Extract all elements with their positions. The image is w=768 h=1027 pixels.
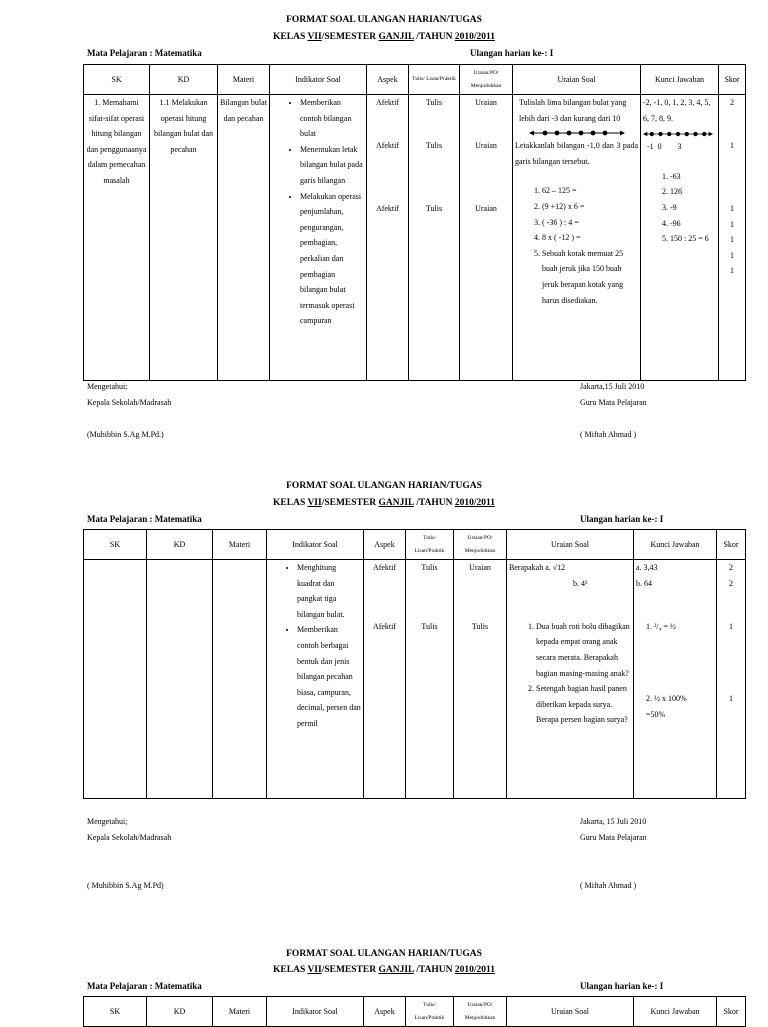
skor-value: 1	[730, 141, 734, 151]
skor-value: 1	[730, 203, 734, 213]
col-uraian-type: Uraian/PO/ Menjodohkan	[454, 530, 507, 560]
kunci-item: 1. -63	[670, 169, 716, 185]
cell-kd: 1.1 Melakukan operasi hitung bilangan bulat dan pecahan	[150, 95, 218, 381]
col-indikator: Indikator Soal	[270, 65, 367, 95]
aspek-value: Afektif	[372, 621, 397, 631]
skor-value: 1	[730, 235, 734, 245]
indikator-item: • Memberikan contoh berbagai bentuk dan jenis bilangan pecahan biasa, campuran, decimal, persen dan permil	[297, 622, 361, 731]
soal-item: 4. 8 x ( -12 ) =	[542, 230, 638, 246]
col-kunci: Kunci Jawaban	[634, 997, 717, 1027]
subtitle-kelas: VII	[307, 32, 322, 42]
soal-text: Tulislah lima bilangan bulat yang lebih dari -3 dan kurang dari 10	[519, 98, 627, 123]
ulangan-label: Ulangan harian ke-: I	[580, 981, 664, 991]
kunci-item: 2. 126	[670, 184, 716, 200]
footer-guru-name: ( Miftah Ahmad )	[580, 881, 637, 890]
cell-sk: 1. Memahami sifat-sifat operasi hitung bilangan dan penggunaanya dalam pemecahan masalah	[84, 95, 150, 381]
cell-uraian-soal	[507, 560, 634, 799]
cell-materi	[213, 560, 267, 799]
cell-uraian-type	[460, 95, 513, 381]
footer-guru-name: ( Miftah Ahmad )	[580, 430, 637, 439]
col-kd: KD	[147, 997, 213, 1027]
col-indikator: Indikator Soal	[267, 997, 364, 1027]
soal-text: Letakkanlah bilangan -1,0 dan 3 pada garis bilangan tersebut.	[515, 141, 638, 166]
col-kunci: Kunci Jawaban	[641, 65, 719, 95]
indikator-item: • Menentukan letak bilangan bulat pada garis bilangan	[300, 142, 364, 189]
soal-list	[515, 183, 638, 308]
col-materi: Materi	[213, 530, 267, 560]
kunci-text: b. 64	[636, 578, 652, 588]
ulangan-label: Ulangan harian ke-: I	[580, 514, 664, 524]
soal-item: 1. 62 – 125 =	[542, 183, 638, 199]
form-subtitle	[0, 497, 768, 509]
form-subtitle	[0, 964, 768, 976]
subtitle-semester: GANJIL	[378, 498, 414, 508]
col-skor: Skor	[717, 997, 746, 1027]
col-uraian-type: Uraian/PO/ Menjodohkan	[454, 997, 507, 1027]
col-uraian-soal: Uraian Soal	[513, 65, 641, 95]
skor-value: 2	[730, 98, 734, 107]
col-materi: Materi	[213, 997, 267, 1027]
subtitle-mid2: /TAHUN	[413, 498, 455, 508]
col-tulis: Tulis/ Lisan/Praktik	[406, 997, 454, 1027]
uraian-type-value: Uraian	[469, 563, 491, 572]
subtitle-kelas: VII	[307, 498, 322, 508]
subtitle-kelas: VII	[307, 965, 322, 975]
skor-value: 1	[730, 250, 734, 260]
number-line-icon	[643, 129, 713, 139]
subtitle-mid: /SEMESTER	[321, 32, 379, 42]
cell-aspek	[367, 95, 409, 381]
aspek-value: Afektif	[375, 141, 400, 151]
soal-item: 2. Setengah bagian hasil panen diberikan kepada surya. Berapa persen bagian surya?	[536, 681, 631, 728]
footer-kepala-name: ( Muhibbin S.Ag M.Pd)	[87, 881, 164, 890]
cell-materi: Bilangan bulat dan pecahan	[218, 95, 270, 381]
cell-skor	[719, 95, 746, 381]
skor-value: 1	[730, 266, 734, 276]
col-kd: KD	[150, 65, 218, 95]
subtitle-prefix: KELAS	[273, 32, 308, 42]
uraian-type-value: Uraian	[475, 141, 497, 151]
soal-text: Berapakah a. √12	[509, 563, 566, 572]
tulis-value: Tulis	[421, 621, 438, 631]
col-aspek: Aspek	[364, 997, 406, 1027]
soal-item: 1. Dua buah roti bolu dibagikan kepada empat orang anak secara merata. Berapakah bagian masing-masing anak?	[536, 619, 631, 681]
subtitle-tahun: 2010/2011	[454, 498, 495, 508]
soal-item: 5. Sebuah kotak memuat 25 buah jeruk jika 150 buah jeruk berapan kotak yang harus disediakan.	[542, 246, 638, 308]
col-aspek: Aspek	[367, 65, 409, 95]
tulis-value: Tulis	[421, 563, 438, 572]
cell-uraian-type	[454, 560, 507, 799]
subtitle-mid2: /TAHUN	[413, 32, 455, 42]
subtitle-tahun: 2010/2011	[454, 965, 495, 975]
subtitle-semester: GANJIL	[378, 965, 414, 975]
col-sk: SK	[84, 997, 147, 1027]
aspek-value: Afektif	[375, 98, 400, 107]
kunci-text: -1 0 3	[647, 142, 682, 152]
uraian-type-value: Uraian	[475, 203, 497, 213]
number-line-icon	[529, 128, 625, 138]
footer-place-date: Jakarta, 15 Juli 2010	[580, 817, 647, 826]
tulis-value: Tulis	[425, 98, 443, 107]
col-sk: SK	[84, 65, 150, 95]
cell-kunci	[634, 560, 717, 799]
col-tulis: Tulis/ Lisan/Praktik	[406, 530, 454, 560]
cell-aspek	[364, 560, 406, 799]
indikator-item: • Menghitung kuadrat dan pangkat tiga bilangan bulat.	[297, 560, 361, 622]
aspek-value: Afektif	[372, 563, 397, 572]
soal-list	[509, 619, 631, 728]
subtitle-mid: /SEMESTER	[321, 498, 379, 508]
kunci-text: a. 3,43	[636, 563, 658, 572]
footer-guru: Guru Mata Pelajaran	[580, 398, 647, 407]
subtitle-tahun: 2010/2011	[454, 32, 495, 42]
kunci-text: -2, -1, 0, 1, 2, 3, 4, 5, 6, 7, 8, 9.	[643, 98, 711, 123]
tulis-value: Tulis	[425, 203, 443, 213]
cell-indikator	[267, 560, 364, 799]
footer-kepala: Kepala Sekolah/Madrasah	[87, 398, 172, 407]
soal-table-3	[83, 996, 746, 1027]
col-skor: Skor	[719, 65, 746, 95]
skor-value: 2	[729, 578, 733, 588]
col-tulis: Tulis/ Lisan/Praktik	[409, 65, 460, 95]
skor-value: 2	[729, 563, 733, 572]
cell-kunci	[641, 95, 719, 381]
col-uraian-type: Uraian/PO/ Menjodohkan	[460, 65, 513, 95]
footer-kepala: Kepala Sekolah/Madrasah	[87, 833, 172, 842]
subtitle-prefix: KELAS	[273, 965, 308, 975]
mata-pelajaran-label: Mata Pelajaran : Matematika	[87, 48, 202, 58]
col-kd: KD	[147, 530, 213, 560]
indikator-item: • Memberikan contoh bilangan bulat	[300, 95, 364, 142]
ulangan-label: Ulangan harian ke-: I	[470, 48, 554, 58]
tulis-value: Tulis	[425, 141, 443, 151]
cell-kd	[147, 560, 213, 799]
col-aspek: Aspek	[364, 530, 406, 560]
aspek-value: Afektif	[375, 203, 400, 213]
cell-skor	[717, 560, 746, 799]
skor-value: 1	[730, 219, 734, 229]
cell-tulis	[409, 95, 460, 381]
col-uraian-soal: Uraian Soal	[507, 530, 634, 560]
footer-mengetahui: Mengetahui;	[87, 382, 128, 391]
soal-table-1	[83, 64, 746, 381]
cell-sk	[84, 560, 147, 799]
indikator-item: • Melakukan operasi penjumlahan, pengurangan, pembagian, perkalian dan pembagian bilangan bulat termasuk operasi campuran	[300, 189, 364, 329]
mata-pelajaran-label: Mata Pelajaran : Matematika	[87, 514, 202, 524]
col-sk: SK	[84, 530, 147, 560]
footer-guru: Guru Mata Pelajaran	[580, 833, 647, 842]
cell-indikator	[270, 95, 367, 381]
kunci-text: 1. ²/₄ = ½	[646, 621, 676, 631]
soal-item: 2. (9 +12) x 6 =	[542, 199, 638, 215]
uraian-type-value: Uraian	[475, 98, 497, 107]
mata-pelajaran-label: Mata Pelajaran : Matematika	[87, 981, 202, 991]
kunci-list	[643, 169, 716, 247]
form-title: FORMAT SOAL ULANGAN HARIAN/TUGAS	[286, 949, 482, 959]
subtitle-semester: GANJIL	[378, 32, 414, 42]
form-title: FORMAT SOAL ULANGAN HARIAN/TUGAS	[286, 15, 482, 25]
subtitle-prefix: KELAS	[273, 498, 308, 508]
skor-value: 1	[729, 621, 733, 631]
soal-text: b. 4³	[573, 578, 588, 588]
uraian-type-value: Tulis	[471, 621, 489, 631]
col-uraian-soal: Uraian Soal	[507, 997, 634, 1027]
soal-item: 3. ( -36 ) : 4 =	[542, 215, 638, 231]
soal-table-2	[83, 529, 746, 799]
kunci-text: 2. ½ x 100% =50%	[646, 694, 687, 719]
col-indikator: Indikator Soal	[267, 530, 364, 560]
kunci-item: 4. -96	[670, 216, 716, 232]
subtitle-mid2: /TAHUN	[413, 965, 455, 975]
form-subtitle	[0, 31, 768, 43]
footer-place-date: Jakarta,15 Juli 2010	[580, 382, 645, 391]
footer-mengetahui: Mengetahui;	[87, 817, 128, 826]
footer-kepala-name: (Muhibbin S.Ag M.Pd.)	[87, 430, 164, 439]
cell-uraian-soal	[513, 95, 641, 381]
kunci-item: 3. -9	[670, 200, 716, 216]
form-title: FORMAT SOAL ULANGAN HARIAN/TUGAS	[286, 481, 482, 491]
col-materi: Materi	[218, 65, 270, 95]
col-kunci: Kunci Jawaban	[634, 530, 717, 560]
subtitle-mid: /SEMESTER	[321, 965, 379, 975]
kunci-item: 5. 150 : 25 = 6	[670, 231, 716, 247]
col-skor: Skor	[717, 530, 746, 560]
skor-value: 1	[729, 694, 733, 704]
cell-tulis	[406, 560, 454, 799]
